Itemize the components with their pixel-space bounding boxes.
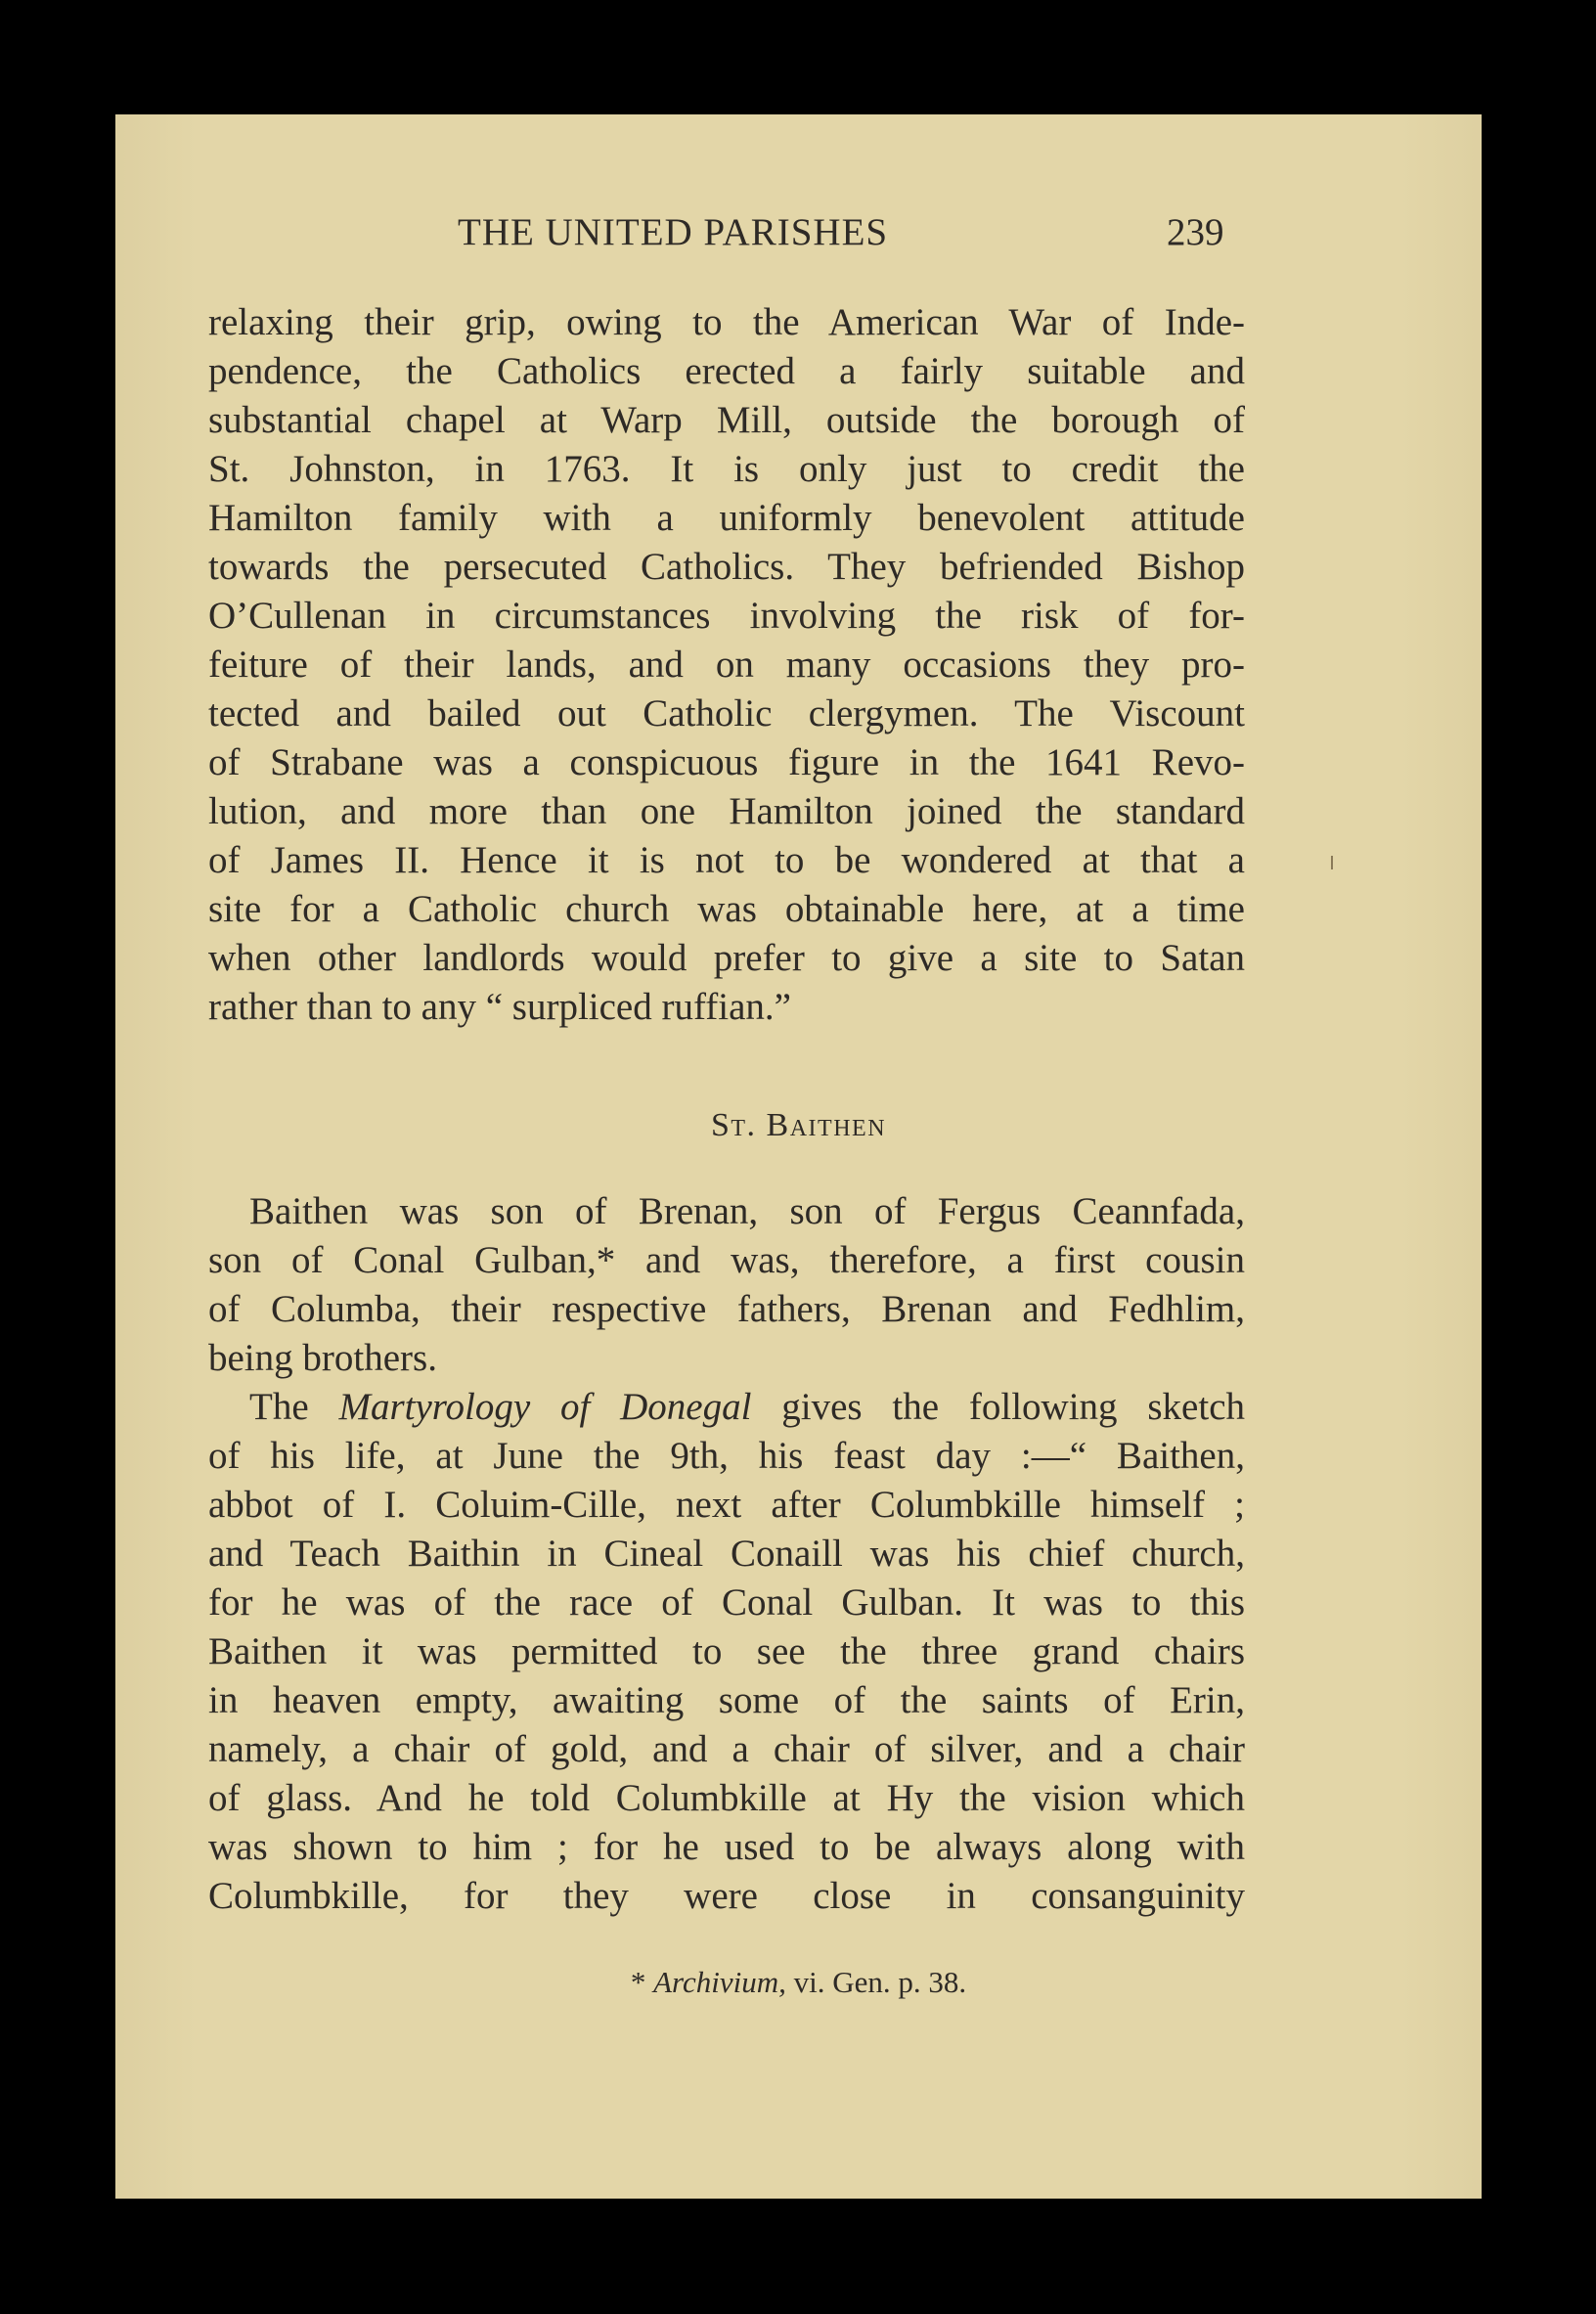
text-line: relaxing their grip, owing to the American War of Inde-: [208, 301, 1245, 343]
text-line: rather than to any “ surpliced ruffian.”: [208, 986, 791, 1028]
text-line: O’Cullenan in circumstances involving the risk of for-: [208, 595, 1245, 637]
book-page: [115, 114, 1482, 2199]
footnote-marker: *: [630, 1965, 654, 1999]
text-line: Baithen was son of Brenan, son of Fergus Ceannfada,: [249, 1190, 1245, 1232]
text-line: was shown to him ; for he used to be always along with: [208, 1826, 1245, 1868]
text-line: tected and bailed out Catholic clergymen. The Viscount: [208, 692, 1245, 734]
text-run: The: [249, 1386, 339, 1428]
section-heading: St. Baithen: [710, 1107, 887, 1143]
book-title-italic: Martyrology of Donegal: [338, 1386, 752, 1428]
text-line: of Columba, their respective fathers, Brenan and Fedhlim,: [208, 1288, 1245, 1330]
footnote-citation: vi. Gen. p. 38.: [785, 1965, 967, 1999]
running-title: THE UNITED PARISHES: [458, 211, 889, 253]
page-number: 239: [1167, 211, 1224, 253]
text-line: St. Johnston, in 1763. It is only just to credit the: [208, 448, 1245, 490]
footnote: [115, 1965, 1482, 2000]
text-line: lution, and more than one Hamilton joined the standard: [208, 790, 1245, 832]
text-line: of his life, at June the 9th, his feast day :—“ Baithen,: [208, 1435, 1245, 1477]
text-line: Hamilton family with a uniformly benevolent attitude: [208, 497, 1245, 539]
text-line: site for a Catholic church was obtainable here, at a time: [208, 888, 1245, 930]
paper-speck: [1331, 856, 1333, 869]
text-line: substantial chapel at Warp Mill, outside the borough of: [208, 399, 1245, 441]
text-run: gives the following sketch: [751, 1386, 1245, 1428]
text-line: of James II. Hence it is not to be wondered at that a: [208, 839, 1245, 881]
running-head: [115, 210, 1482, 269]
text-line: of Strabane was a conspicuous figure in the 1641 Revo-: [208, 741, 1245, 783]
text-line: pendence, the Catholics erected a fairly suitable and: [208, 350, 1245, 392]
text-line: towards the persecuted Catholics. They befriended Bishop: [208, 546, 1245, 588]
text-line: abbot of I. Coluim-Cille, next after Columbkille himself ;: [208, 1484, 1245, 1526]
text-line: when other landlords would prefer to give a site to Satan: [208, 937, 1245, 979]
text-line: Baithen it was permitted to see the three grand chairs: [208, 1630, 1245, 1672]
text-line: in heaven empty, awaiting some of the saints of Erin,: [208, 1679, 1245, 1721]
text-line: and Teach Baithin in Cineal Conaill was his chief church,: [208, 1533, 1245, 1575]
text-line: namely, a chair of gold, and a chair of silver, and a chair: [208, 1728, 1245, 1770]
text-line: son of Conal Gulban,* and was, therefore, a first cousin: [208, 1239, 1245, 1281]
text-line: feiture of their lands, and on many occasions they pro-: [208, 644, 1245, 686]
footnote-source-italic: Archivium,: [653, 1965, 786, 1999]
text-line: of glass. And he told Columbkille at Hy the vision which: [208, 1777, 1245, 1819]
text-line: [208, 1383, 1245, 1432]
text-line: for he was of the race of Conal Gulban. It was to this: [208, 1581, 1245, 1624]
text-line: being brothers.: [208, 1337, 437, 1379]
text-line: Columbkille, for they were close in consanguinity: [208, 1875, 1245, 1917]
